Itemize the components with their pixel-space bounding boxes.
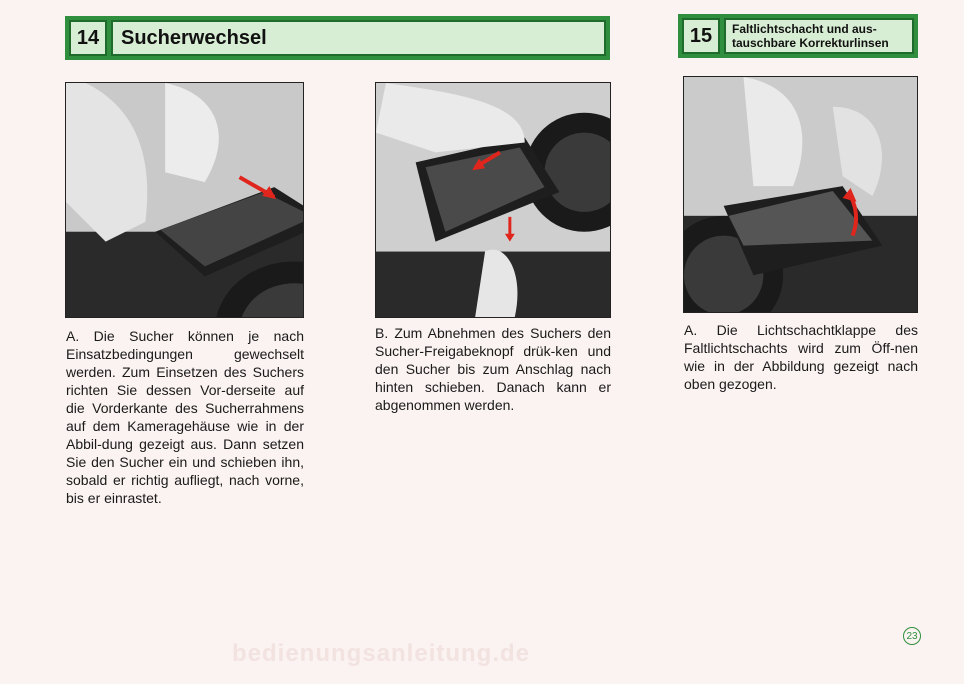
section-title: Faltlichtschacht und aus- tauschbare Korrekturlinsen: [724, 18, 914, 54]
caption-14a: A. Die Sucher können je nach Einsatzbedingungen gewechselt werden. Zum Einsetzen des Suchers richten Sie dessen Vor-derseite auf die Vorderkante des Sucherrahmens auf dem Kameragehäuse wie in der Abbil-dung gezeigt aus. Dann setzen Sie den Sucher ein und schieben ihn, sobald er richtig aufliegt, nach vorne, bis er einrastet.: [66, 328, 304, 506]
photo-hood-open: [683, 76, 918, 313]
caption-14b: B. Zum Abnehmen des Suchers den Sucher-Freigabeknopf drük-ken und den Sucher bis zum Anschlag nach hinten schieben. Danach kann er abgenommen werden.: [375, 325, 611, 413]
section-15-header: [678, 14, 918, 58]
caption-15a: A. Die Lichtschachtklappe des Faltlichtschachts wird zum Öff-nen wie in der Abbildung gezeigt nach oben gezogen.: [684, 322, 918, 392]
section-number: 15: [682, 18, 720, 54]
photo-viewfinder-insert: [65, 82, 304, 318]
section-14-header: [65, 16, 610, 60]
photo-viewfinder-removal: [375, 82, 611, 318]
section-number: 14: [69, 20, 107, 56]
watermark: bedienungsanleitung.de: [232, 640, 531, 667]
section-title: Sucherwechsel: [111, 20, 606, 56]
page-number: 23: [903, 627, 921, 645]
